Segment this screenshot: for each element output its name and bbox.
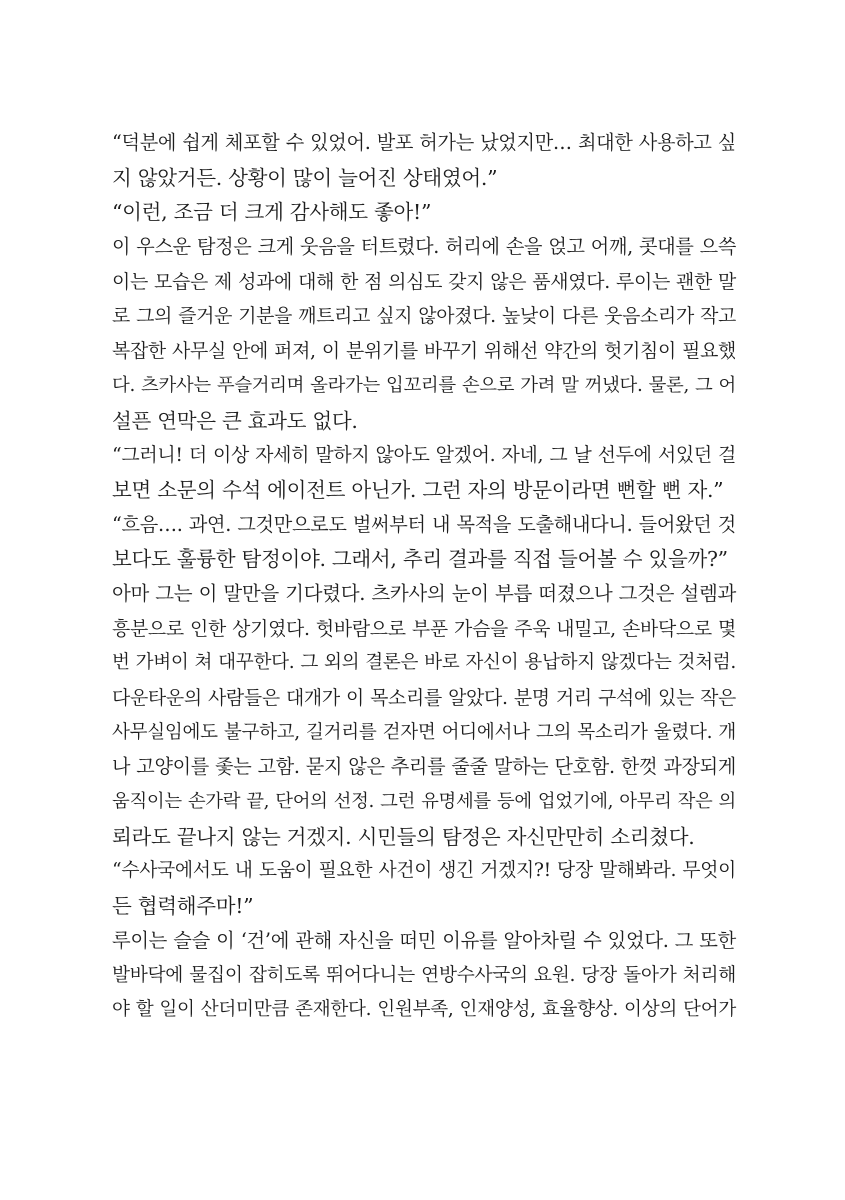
text-line: 지 않았거든. 상황이 많이 늘어진 상태였어.” [112, 165, 498, 190]
text-line: 이 우스운 탐정은 크게 웃음을 터트렸다. 허리에 손을 얹고 어깨, 콧대를 으쓱 [112, 235, 736, 259]
text-line: 아마 그는 이 말만을 기다렸다. 츠카사의 눈이 부릅 떠졌으나 그것은 설렘과 [112, 581, 736, 605]
text-line: “이런, 조금 더 크게 감사해도 좋아!” [112, 200, 432, 225]
text-line: 뢰라도 끝나지 않는 거겠지. 시민들의 탐정은 자신만만히 소리쳤다. [112, 824, 695, 849]
text-line: 루이는 슬슬 이 ‘건’에 관해 자신을 떠민 이유를 알아차릴 수 있었다. 그 또한 [112, 928, 736, 952]
text-line: 번 가벼이 쳐 대꾸한다. 그 외의 결론은 바로 자신이 용납하지 않겠다는 것처럼. [112, 652, 736, 674]
text-line: “흐음…. 과연. 그것만으로도 벌써부터 내 목적을 도출해내다니. 들어왔던 것 [112, 512, 736, 536]
text-line: 다. 츠카사는 푸슬거리며 올라가는 입꼬리를 손으로 가려 말 꺼냈다. 물론, 그 어 [112, 374, 736, 396]
text-line: “덕분에 쉽게 체포할 수 있었어. 발포 허가는 났었지만… 최대한 사용하고 싶 [112, 131, 736, 154]
text-line: 나 고양이를 좇는 고함. 묻지 않은 추리를 줄줄 말하는 단호함. 한껏 과장되게 [112, 755, 736, 779]
text-line: 발바닥에 물집이 잡히도록 뛰어다니는 연방수사국의 요원. 당장 돌아가 처리해 [112, 964, 736, 986]
text-line: 다운타운의 사람들은 대개가 이 목소리를 알았다. 분명 거리 구석에 있는 작은 [112, 687, 736, 709]
text-line: “수사국에서도 내 도움이 필요한 사건이 생긴 거겠지?! 당장 말해봐라. 무엇이 [112, 860, 736, 882]
text-line: 복잡한 사무실 안에 퍼져, 이 분위기를 바꾸기 위해선 약간의 헛기침이 필요했 [112, 340, 736, 363]
text-line: 보면 소문의 수석 에이전트 아닌가. 그런 자의 방문이라면 뻔할 뻔 자.” [112, 477, 724, 502]
text-line: 로 그의 즐거운 기분을 깨트리고 싶지 않아졌다. 높낮이 다른 웃음소리가 작고 [112, 305, 736, 328]
text-line: 보다도 훌륭한 탐정이야. 그래서, 추리 결과를 직접 들어볼 수 있을까?” [112, 547, 728, 572]
text-line: 야 할 일이 산더미만큼 존재한다. 인원부족, 인재양성, 효율향상. 이상의 단어가 [112, 999, 736, 1021]
text-line: 설픈 연막은 큰 효과도 없다. [112, 408, 358, 433]
text-line: 든 협력해주마!” [112, 894, 254, 919]
text-line: 이는 모습은 제 성과에 대해 한 점 의심도 갖지 않은 품새였다. 루이는 괜한 말 [112, 270, 736, 293]
body-text [112, 126, 736, 1028]
text-line: 흥분으로 인한 상기였다. 헛바람으로 부푼 가슴을 주욱 내밀고, 손바닥으로 몇 [112, 617, 736, 640]
text-line: “그러니! 더 이상 자세히 말하지 않아도 알겠어. 자네, 그 날 선두에 서있던 걸 [112, 444, 736, 467]
text-line: 사무실임에도 불구하고, 길거리를 걷자면 어디에서나 그의 목소리가 울렸다. 개 [112, 721, 736, 743]
text-line: 움직이는 손가락 끝, 단어의 선정. 그런 유명세를 등에 업었기에, 아무리 작은 의 [112, 791, 736, 813]
